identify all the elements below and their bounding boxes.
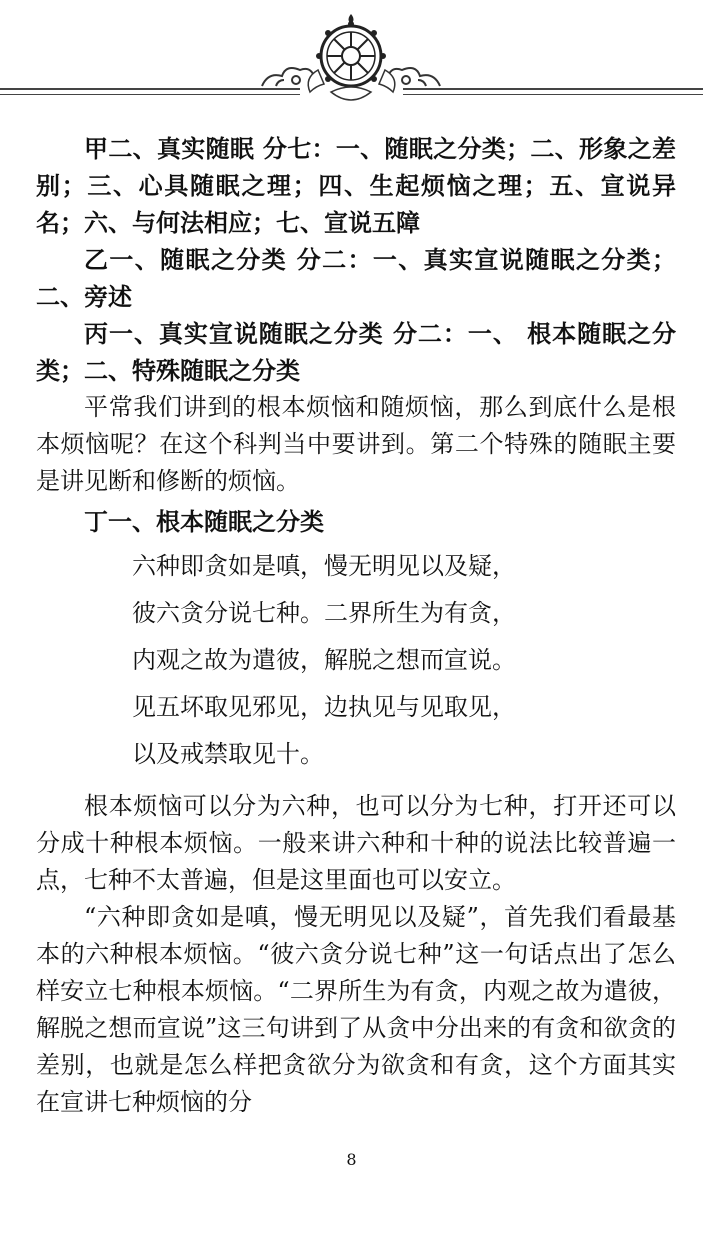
section-heading-1: 甲二、真实随眠 分七：一、随眠之分类；二、形象之差别；三、心具随眠之理；四、生起烦恼之理；五、宣说异名；六、与何法相应；七、宣说五障 xyxy=(36,134,676,237)
section-heading-3: 丙一、真实宣说随眠之分类 分二：一、 根本随眠之分类；二、特殊随眠之分类 xyxy=(36,319,676,385)
verse-line: 内观之故为遣彼，解脱之想而宣说。 xyxy=(132,646,516,674)
section-heading-2: 乙一、随眠之分类 分二：一、真实宣说随眠之分类；二、旁述 xyxy=(36,245,676,311)
commentary-paragraph: “六种即贪如是嗔，慢无明见以及疑”，首先我们看最基本的六种根本烦恼。“彼六贪分说七种”这一句话点出了怎么样安立七种根本烦恼。“二界所生为有贪，内观之故为遣彼，解脱之想而宣说”这三句讲到了从贪中分出来的有贪和欲贪的差别，也就是怎么样把贪欲分为欲贪和有贪，这个方面其实在宣讲七种烦恼的分 xyxy=(36,903,676,1116)
verse-block xyxy=(36,543,676,778)
intro-paragraph: 平常我们讲到的根本烦恼和随烦恼，那么到底什么是根本烦恼呢？在这个科判当中要讲到。第二个特殊的随眠主要是讲见断和修断的烦恼。 xyxy=(36,393,676,495)
verse-line: 彼六贪分说七种。二界所生为有贪， xyxy=(132,599,516,627)
sub-heading: 丁一、根本随眠之分类 xyxy=(84,507,324,536)
verse-line: 六种即贪如是嗔，慢无明见以及疑， xyxy=(132,552,516,580)
commentary xyxy=(36,788,676,1121)
verse-line: 见五坏取见邪见，边执见与见取见， xyxy=(132,693,516,721)
page-header xyxy=(0,0,703,110)
commentary-paragraph: 根本烦恼可以分为六种，也可以分为七种，打开还可以分成十种根本烦恼。一般来讲六种和十种的说法比较普遍一点，七种不太普遍，但是这里面也可以安立。 xyxy=(36,792,676,894)
page-content xyxy=(36,130,676,1121)
dharma-wheel-icon xyxy=(0,0,703,110)
verse-line: 以及戒禁取见十。 xyxy=(132,740,324,768)
page-number: 8 xyxy=(346,1150,357,1169)
